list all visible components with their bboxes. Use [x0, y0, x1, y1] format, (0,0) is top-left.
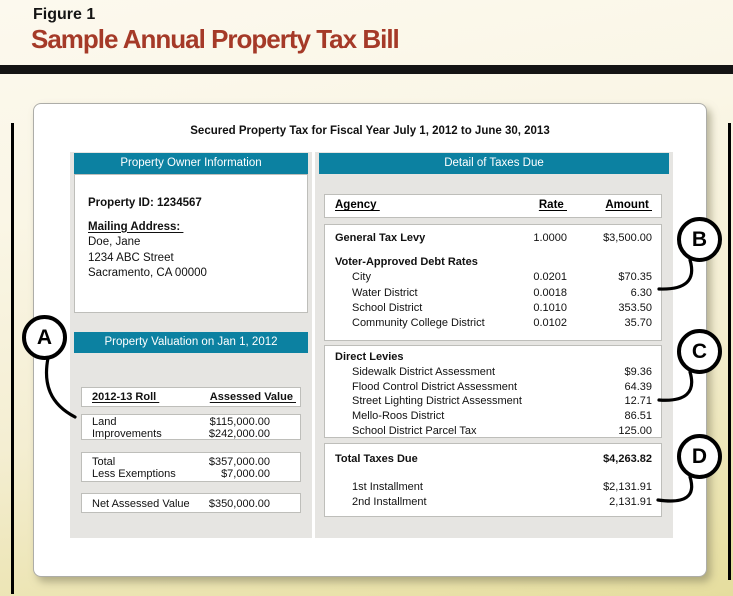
- total-taxes-box: [324, 443, 662, 517]
- row-label: Land: [92, 416, 117, 428]
- property-id: Property ID: 1234567: [88, 197, 202, 209]
- table-row: [82, 428, 300, 440]
- table-row: [325, 365, 661, 380]
- table-row: [82, 456, 300, 468]
- table-row: [325, 480, 661, 495]
- row-amount: 353.50: [618, 301, 652, 314]
- bill-title: Secured Property Tax for Fiscal Year July 1, 2012 to June 30, 2013: [190, 125, 550, 137]
- row-amount: $3,500.00: [603, 232, 652, 244]
- spacer: [325, 467, 661, 480]
- group-title-row: [325, 350, 661, 365]
- total-row: [325, 452, 661, 467]
- address-line: Doe, Jane: [88, 236, 141, 248]
- row-amount: $9.36: [624, 365, 652, 378]
- row-amount: $2,131.91: [603, 481, 652, 494]
- general-levy-box: [324, 224, 662, 341]
- row-amount: 64.39: [624, 380, 652, 393]
- taxes-due-column: [315, 152, 673, 538]
- row-amount: $70.35: [618, 271, 652, 284]
- row-label: Community College District: [352, 317, 485, 330]
- row-amount: 12.71: [624, 395, 652, 408]
- row-label: Less Exemptions: [92, 468, 176, 480]
- row-label: School District Parcel Tax: [352, 424, 477, 437]
- valuation-header-row: [81, 387, 301, 407]
- total-exemptions-box: [81, 452, 301, 482]
- row-label: Mello-Roos District: [352, 410, 445, 423]
- page-edge-line-left: [11, 123, 14, 594]
- callout-letter: A: [36, 325, 53, 349]
- table-row: [325, 286, 661, 301]
- row-label: General Tax Levy: [335, 232, 426, 244]
- row-amount: 35.70: [624, 317, 652, 330]
- assessed-value-column-header: Assessed Value: [209, 391, 296, 403]
- table-row: [325, 316, 661, 331]
- row-value: $357,000.00: [208, 456, 270, 468]
- row-label: School District: [352, 301, 423, 314]
- group-title: Voter-Approved Debt Rates: [335, 256, 478, 269]
- row-amount: 125.00: [618, 424, 652, 437]
- row-label: Water District: [352, 286, 418, 299]
- table-row: [82, 468, 300, 480]
- figure-title: Sample Annual Property Tax Bill: [31, 24, 399, 54]
- row-label: Net Assessed Value: [92, 498, 190, 510]
- row-amount: 86.51: [624, 410, 652, 423]
- net-assessed-box: [81, 493, 301, 513]
- table-row: [325, 495, 661, 510]
- row-label: Sidewalk District Assessment: [352, 365, 496, 378]
- row-rate: 0.0018: [533, 286, 567, 299]
- page-edge-line-right: [728, 123, 731, 580]
- figure-label: Figure 1: [33, 6, 96, 23]
- row-amount: 6.30: [630, 286, 652, 299]
- row-label: 2nd Installment: [352, 496, 427, 509]
- callout-letter: C: [691, 339, 708, 363]
- rate-column-header: Rate: [538, 199, 567, 212]
- table-row: [325, 380, 661, 395]
- row-value: $115,000.00: [209, 416, 270, 428]
- table-row: [325, 424, 661, 438]
- row-rate: 0.1010: [533, 301, 567, 314]
- row-rate: 0.0201: [533, 271, 567, 284]
- address-line: Sacramento, CA 00000: [88, 267, 207, 279]
- row-rate: 0.0102: [533, 317, 567, 330]
- title-rule: [0, 65, 733, 74]
- owner-info-box: [74, 174, 308, 313]
- mailing-address-label: Mailing Address:: [88, 220, 184, 233]
- callout-d: [677, 434, 722, 479]
- row-label: Flood Control District Assessment: [352, 380, 518, 393]
- callout-c: [677, 329, 722, 374]
- land-improvements-box: [81, 414, 301, 440]
- callout-b: [677, 217, 722, 262]
- table-row: [325, 394, 661, 409]
- row-label: Improvements: [92, 428, 162, 440]
- table-row: [325, 301, 661, 316]
- amount-column-header: Amount: [605, 199, 652, 212]
- address-line: 1234 ABC Street: [88, 251, 174, 264]
- callout-letter: B: [691, 227, 708, 251]
- row-label: Street Lighting District Assessment: [352, 395, 522, 408]
- row-value: $7,000.00: [221, 468, 270, 480]
- roll-column-header: 2012-13 Roll: [92, 391, 160, 403]
- owner-section-header: Property Owner Information: [74, 153, 308, 174]
- row-amount: $4,263.82: [603, 453, 652, 465]
- taxes-header-row: [324, 194, 662, 218]
- callout-a: [22, 315, 67, 360]
- agency-column-header: Agency: [335, 199, 380, 212]
- row-rate: 1.0000: [533, 232, 567, 244]
- table-row: [325, 231, 661, 246]
- row-value: $350,000.00: [208, 498, 270, 510]
- taxes-section-header: Detail of Taxes Due: [319, 153, 669, 174]
- row-label: Total Taxes Due: [335, 453, 418, 465]
- table-row: [82, 498, 300, 510]
- spacer: [325, 246, 661, 255]
- row-label: City: [352, 271, 371, 284]
- direct-levies-box: [324, 345, 662, 438]
- group-title: Direct Levies: [335, 351, 404, 363]
- row-label: Total: [92, 456, 116, 468]
- group-title-row: [325, 255, 661, 270]
- valuation-table: [81, 387, 301, 513]
- table-row: [325, 270, 661, 285]
- row-amount: 2,131.91: [609, 496, 652, 509]
- table-row: [82, 416, 300, 428]
- callout-letter: D: [691, 444, 708, 468]
- row-label: 1st Installment: [352, 481, 423, 494]
- owner-valuation-column: [70, 152, 312, 538]
- table-row: [325, 409, 661, 424]
- row-value: $242,000.00: [208, 428, 270, 440]
- valuation-section-header: Property Valuation on Jan 1, 2012: [74, 332, 308, 353]
